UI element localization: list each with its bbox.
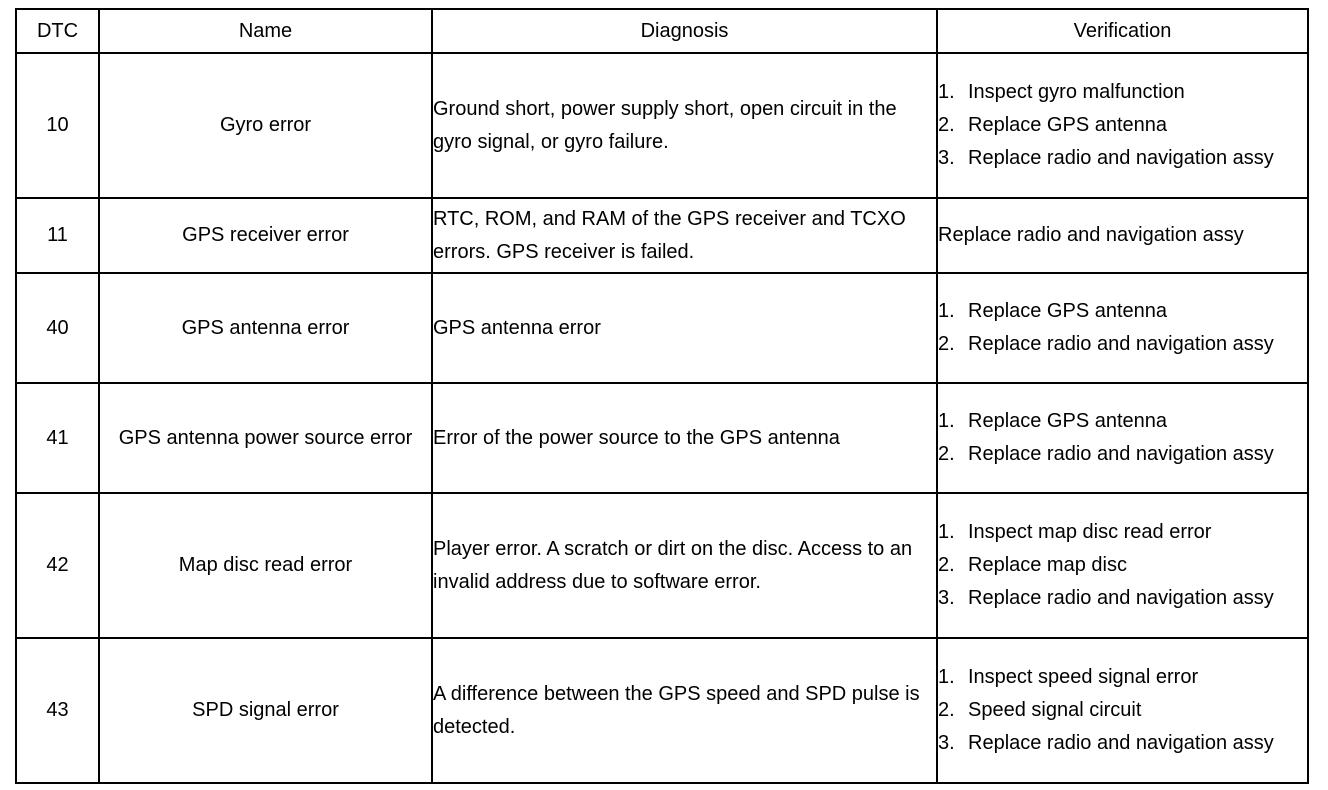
table-row	[16, 198, 1308, 273]
verification-list	[938, 295, 1307, 361]
verification-step	[938, 582, 1307, 615]
dtc-diagnosis: Error of the power source to the GPS antenna	[432, 383, 937, 493]
verification-step	[938, 328, 1307, 361]
dtc-name: GPS receiver error	[99, 198, 432, 273]
dtc-name: Gyro error	[99, 53, 432, 198]
dtc-name: GPS antenna error	[99, 273, 432, 383]
verification-list	[938, 661, 1307, 760]
verification-step	[938, 142, 1307, 175]
dtc-name: GPS antenna power source error	[99, 383, 432, 493]
verification-text: Replace radio and navigation assy	[938, 224, 1244, 246]
dtc-table	[15, 8, 1309, 784]
dtc-name: Map disc read error	[99, 493, 432, 638]
step-text: Replace map disc	[968, 554, 1127, 576]
step-number: 3.	[938, 147, 955, 169]
dtc-code: 10	[16, 53, 99, 198]
verification-step	[938, 727, 1307, 760]
step-number: 3.	[938, 587, 955, 609]
step-number: 1.	[938, 300, 955, 322]
step-text: Replace radio and navigation assy	[968, 732, 1274, 754]
step-text: Replace radio and navigation assy	[968, 333, 1274, 355]
dtc-code: 11	[16, 198, 99, 273]
header-diagnosis: Diagnosis	[432, 9, 937, 53]
verification-step	[938, 549, 1307, 582]
dtc-verification	[937, 383, 1308, 493]
dtc-diagnosis: A difference between the GPS speed and SPD pulse is detected.	[432, 638, 937, 783]
verification-step	[938, 405, 1307, 438]
step-text: Replace GPS antenna	[968, 300, 1168, 322]
dtc-verification	[937, 273, 1308, 383]
dtc-verification	[937, 53, 1308, 198]
verification-list	[938, 516, 1307, 615]
step-number: 2.	[938, 443, 955, 465]
table-row	[16, 638, 1308, 783]
dtc-code: 41	[16, 383, 99, 493]
step-text: Replace GPS antenna	[968, 114, 1168, 136]
table-row	[16, 383, 1308, 493]
dtc-diagnosis: GPS antenna error	[432, 273, 937, 383]
dtc-code: 42	[16, 493, 99, 638]
dtc-verification	[937, 493, 1308, 638]
header-verification: Verification	[937, 9, 1308, 53]
step-text: Replace radio and navigation assy	[968, 147, 1274, 169]
dtc-code: 40	[16, 273, 99, 383]
step-number: 3.	[938, 732, 955, 754]
dtc-name: SPD signal error	[99, 638, 432, 783]
step-text: Speed signal circuit	[968, 699, 1142, 721]
step-number: 2.	[938, 114, 955, 136]
step-text: Replace radio and navigation assy	[968, 587, 1274, 609]
step-number: 1.	[938, 410, 955, 432]
dtc-verification	[937, 638, 1308, 783]
dtc-verification	[937, 198, 1308, 273]
verification-step	[938, 76, 1307, 109]
header-dtc: DTC	[16, 9, 99, 53]
step-number: 1.	[938, 81, 955, 103]
verification-step	[938, 438, 1307, 471]
table-header-row	[16, 9, 1308, 53]
step-number: 1.	[938, 666, 955, 688]
step-number: 2.	[938, 699, 955, 721]
table-row	[16, 273, 1308, 383]
step-number: 2.	[938, 554, 955, 576]
step-number: 2.	[938, 333, 955, 355]
verification-step	[938, 295, 1307, 328]
dtc-diagnosis: RTC, ROM, and RAM of the GPS receiver and TCXO errors. GPS receiver is failed.	[432, 198, 937, 273]
step-text: Inspect gyro malfunction	[968, 81, 1185, 103]
verification-list	[938, 405, 1307, 471]
dtc-diagnosis: Player error. A scratch or dirt on the disc. Access to an invalid address due to software error.	[432, 493, 937, 638]
step-text: Inspect speed signal error	[968, 666, 1199, 688]
step-number: 1.	[938, 521, 955, 543]
step-text: Inspect map disc read error	[968, 521, 1212, 543]
verification-step	[938, 516, 1307, 549]
step-text: Replace radio and navigation assy	[968, 443, 1274, 465]
dtc-diagnosis: Ground short, power supply short, open circuit in the gyro signal, or gyro failure.	[432, 53, 937, 198]
verification-list	[938, 76, 1307, 175]
verification-step	[938, 661, 1307, 694]
verification-step	[938, 694, 1307, 727]
table-row	[16, 493, 1308, 638]
table-row	[16, 53, 1308, 198]
step-text: Replace GPS antenna	[968, 410, 1168, 432]
dtc-code: 43	[16, 638, 99, 783]
verification-step	[938, 109, 1307, 142]
header-name: Name	[99, 9, 432, 53]
